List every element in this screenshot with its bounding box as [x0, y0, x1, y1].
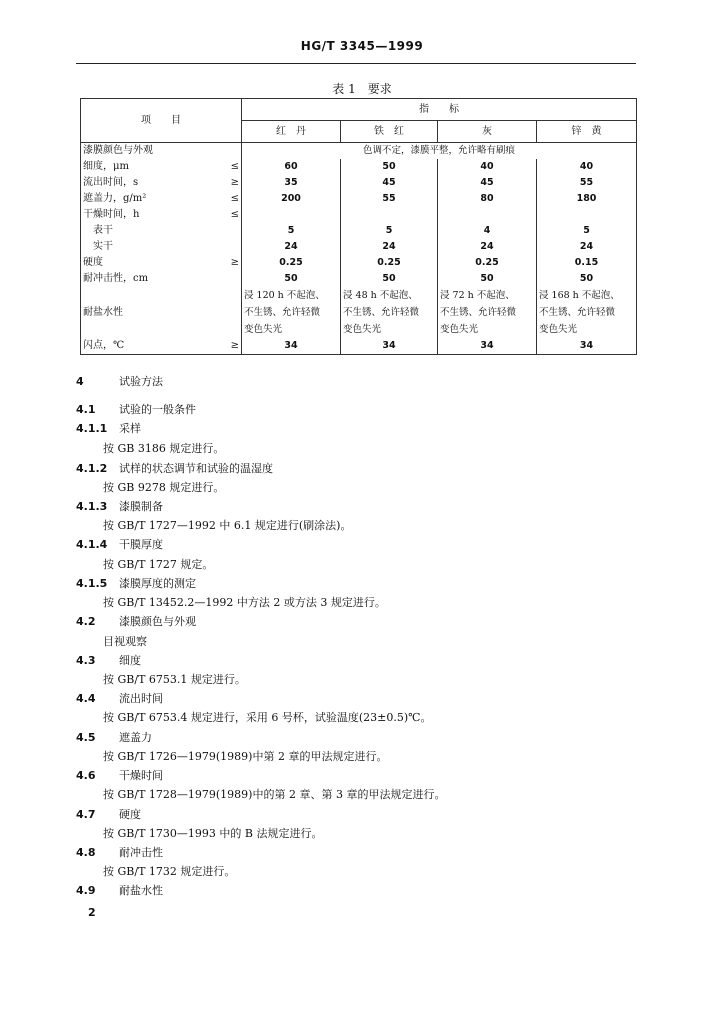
table-cell: 5	[242, 223, 341, 239]
section-number: 4.1.2	[76, 462, 108, 475]
row-label: 干燥时间，h	[81, 207, 223, 223]
table-cell: 34	[242, 338, 341, 355]
cell-line: 浸 168 h 不起泡、	[539, 290, 620, 301]
section-heading	[76, 498, 163, 514]
table-cell: 24	[537, 239, 637, 255]
section-heading	[76, 729, 152, 745]
section-number: 4.9	[76, 884, 96, 897]
table-cell: 5	[537, 223, 637, 239]
table-cell: 50	[341, 159, 438, 175]
table-cell: 50	[438, 271, 537, 287]
cell-line: 不生锈、允许轻微	[539, 307, 616, 318]
section-title: 漆膜制备	[119, 500, 163, 513]
row-symbol	[223, 239, 242, 255]
requirements-table	[80, 98, 637, 355]
row-label: 闪点，℃	[81, 338, 223, 355]
table-cell: 0.15	[537, 255, 637, 271]
row-label: 遮盖力，g/m²	[81, 191, 223, 207]
section-heading	[76, 652, 141, 668]
table-cell: 45	[341, 175, 438, 191]
section-title: 试验的一般条件	[119, 403, 196, 416]
section-body: 按 GB/T 1727—1992 中 6.1 规定进行(刷涂法)。	[103, 519, 352, 532]
section-title: 漆膜厚度的测定	[119, 577, 196, 590]
column-header: 红 丹	[242, 121, 341, 143]
row-symbol	[223, 143, 242, 160]
section-title: 细度	[119, 654, 141, 667]
section-heading	[76, 806, 141, 822]
section-number: 4	[76, 375, 84, 388]
cell-line: 不生锈、允许轻微	[440, 307, 517, 318]
row-symbol	[223, 223, 242, 239]
section-body: 按 GB/T 13452.2—1992 中方法 2 或方法 3 规定进行。	[103, 596, 386, 609]
section-number: 4.1.3	[76, 500, 108, 513]
row-symbol	[223, 271, 242, 287]
section-body: 按 GB/T 1726—1979(1989)中第 2 章的甲法规定进行。	[103, 750, 388, 763]
section-heading	[76, 690, 163, 706]
section-title: 干膜厚度	[119, 538, 163, 551]
section-number: 4.8	[76, 846, 96, 859]
section-heading	[76, 613, 196, 629]
section-title: 试验方法	[119, 375, 163, 388]
table-cell: 60	[242, 159, 341, 175]
section-number: 4.1.4	[76, 538, 108, 551]
cell-line: 不生锈、允许轻微	[343, 307, 420, 318]
index-header: 指 标	[242, 99, 637, 121]
table-cell: 50	[537, 271, 637, 287]
table-cell	[438, 287, 537, 338]
row-label: 细度，μm	[81, 159, 223, 175]
row-label: 耐盐水性	[81, 287, 223, 338]
row-label: 流出时间，s	[81, 175, 223, 191]
header-rule	[76, 63, 636, 64]
section-title: 耐盐水性	[119, 884, 163, 897]
section-heading	[76, 460, 273, 476]
table-cell: 34	[438, 338, 537, 355]
column-header: 灰	[438, 121, 537, 143]
table-cell: 24	[341, 239, 438, 255]
table-cell: 50	[242, 271, 341, 287]
table-cell	[537, 287, 637, 338]
table-cell: 45	[438, 175, 537, 191]
section-title: 采样	[119, 422, 141, 435]
section-heading	[76, 373, 163, 389]
table-cell: 200	[242, 191, 341, 207]
section-heading	[76, 420, 141, 436]
section-number: 4.7	[76, 808, 96, 821]
section-body: 按 GB 3186 规定进行。	[103, 442, 225, 455]
section-body: 目视观察	[103, 635, 147, 648]
table-cell: 35	[242, 175, 341, 191]
section-body: 按 GB/T 1730—1993 中的 B 法规定进行。	[103, 827, 323, 840]
section-heading	[76, 844, 163, 860]
table-cell: 34	[341, 338, 438, 355]
cell-line: 浸 48 h 不起泡、	[343, 290, 418, 301]
row-label: 实干	[81, 239, 223, 255]
section-body: 按 GB/T 1732 规定进行。	[103, 865, 236, 878]
section-title: 遮盖力	[119, 731, 152, 744]
table-cell	[537, 207, 637, 223]
table-cell: 55	[341, 191, 438, 207]
section-body: 按 GB/T 1728—1979(1989)中的第 2 章、第 3 章的甲法规定进行。	[103, 788, 446, 801]
table-cell	[242, 207, 341, 223]
section-number: 4.1.1	[76, 422, 108, 435]
standard-code: HG/T 3345—1999	[300, 39, 424, 53]
table-cell: 180	[537, 191, 637, 207]
section-number: 4.2	[76, 615, 96, 628]
table-cell: 40	[438, 159, 537, 175]
cell-line: 不生锈、允许轻微	[244, 307, 321, 318]
table-cell: 40	[537, 159, 637, 175]
item-header: 项 目	[81, 99, 242, 143]
row-symbol: ≤	[223, 191, 242, 207]
table-cell	[341, 207, 438, 223]
section-title: 试样的状态调节和试验的温湿度	[119, 462, 273, 475]
row-symbol	[223, 287, 242, 338]
table-cell: 55	[537, 175, 637, 191]
table-cell: 0.25	[341, 255, 438, 271]
section-heading	[76, 536, 163, 552]
cell-line: 浸 72 h 不起泡、	[440, 290, 515, 301]
section-heading	[76, 882, 163, 898]
section-body: 按 GB/T 6753.1 规定进行。	[103, 673, 246, 686]
row-label: 硬度	[81, 255, 223, 271]
cell-line: 变色失光	[343, 324, 382, 335]
section-number: 4.1	[76, 403, 96, 416]
table-cell: 4	[438, 223, 537, 239]
column-header: 锌 黄	[537, 121, 637, 143]
row-symbol: ≤	[223, 207, 242, 223]
table-cell: 50	[341, 271, 438, 287]
cell-line: 变色失光	[440, 324, 479, 335]
row-symbol: ≥	[223, 338, 242, 355]
section-heading	[76, 575, 196, 591]
section-title: 硬度	[119, 808, 141, 821]
column-header: 铁 红	[341, 121, 438, 143]
row-label: 漆膜颜色与外观	[81, 143, 223, 160]
section-number: 4.6	[76, 769, 96, 782]
section-title: 流出时间	[119, 692, 163, 705]
cell-line: 变色失光	[539, 324, 578, 335]
merged-value: 色调不定，漆膜平整，允许略有刷痕	[242, 143, 637, 160]
table-cell: 24	[242, 239, 341, 255]
row-symbol: ≥	[223, 175, 242, 191]
section-number: 4.3	[76, 654, 96, 667]
section-title: 干燥时间	[119, 769, 163, 782]
section-heading	[76, 767, 163, 783]
table-cell: 0.25	[438, 255, 537, 271]
row-symbol: ≥	[223, 255, 242, 271]
table-cell: 34	[537, 338, 637, 355]
section-title: 耐冲击性	[119, 846, 163, 859]
section-heading	[76, 401, 196, 417]
table-cell: 24	[438, 239, 537, 255]
row-label: 耐冲击性，cm	[81, 271, 223, 287]
section-number: 4.1.5	[76, 577, 108, 590]
section-body: 按 GB 9278 规定进行。	[103, 481, 225, 494]
row-symbol: ≤	[223, 159, 242, 175]
section-number: 4.4	[76, 692, 96, 705]
table-cell: 80	[438, 191, 537, 207]
row-label: 表干	[81, 223, 223, 239]
table-cell: 5	[341, 223, 438, 239]
section-body: 按 GB/T 6753.4 规定进行，采用 6 号杯，试验温度(23±0.5)℃。	[103, 711, 432, 724]
section-title: 漆膜颜色与外观	[119, 615, 196, 628]
section-body: 按 GB/T 1727 规定。	[103, 558, 214, 571]
table-cell	[341, 287, 438, 338]
section-number: 4.5	[76, 731, 96, 744]
table-cell	[242, 287, 341, 338]
cell-line: 变色失光	[244, 324, 283, 335]
table-cell: 0.25	[242, 255, 341, 271]
table-title: 表 1 要求	[332, 82, 392, 96]
cell-line: 浸 120 h 不起泡、	[244, 290, 325, 301]
table-cell	[438, 207, 537, 223]
page-number: 2	[88, 906, 96, 919]
